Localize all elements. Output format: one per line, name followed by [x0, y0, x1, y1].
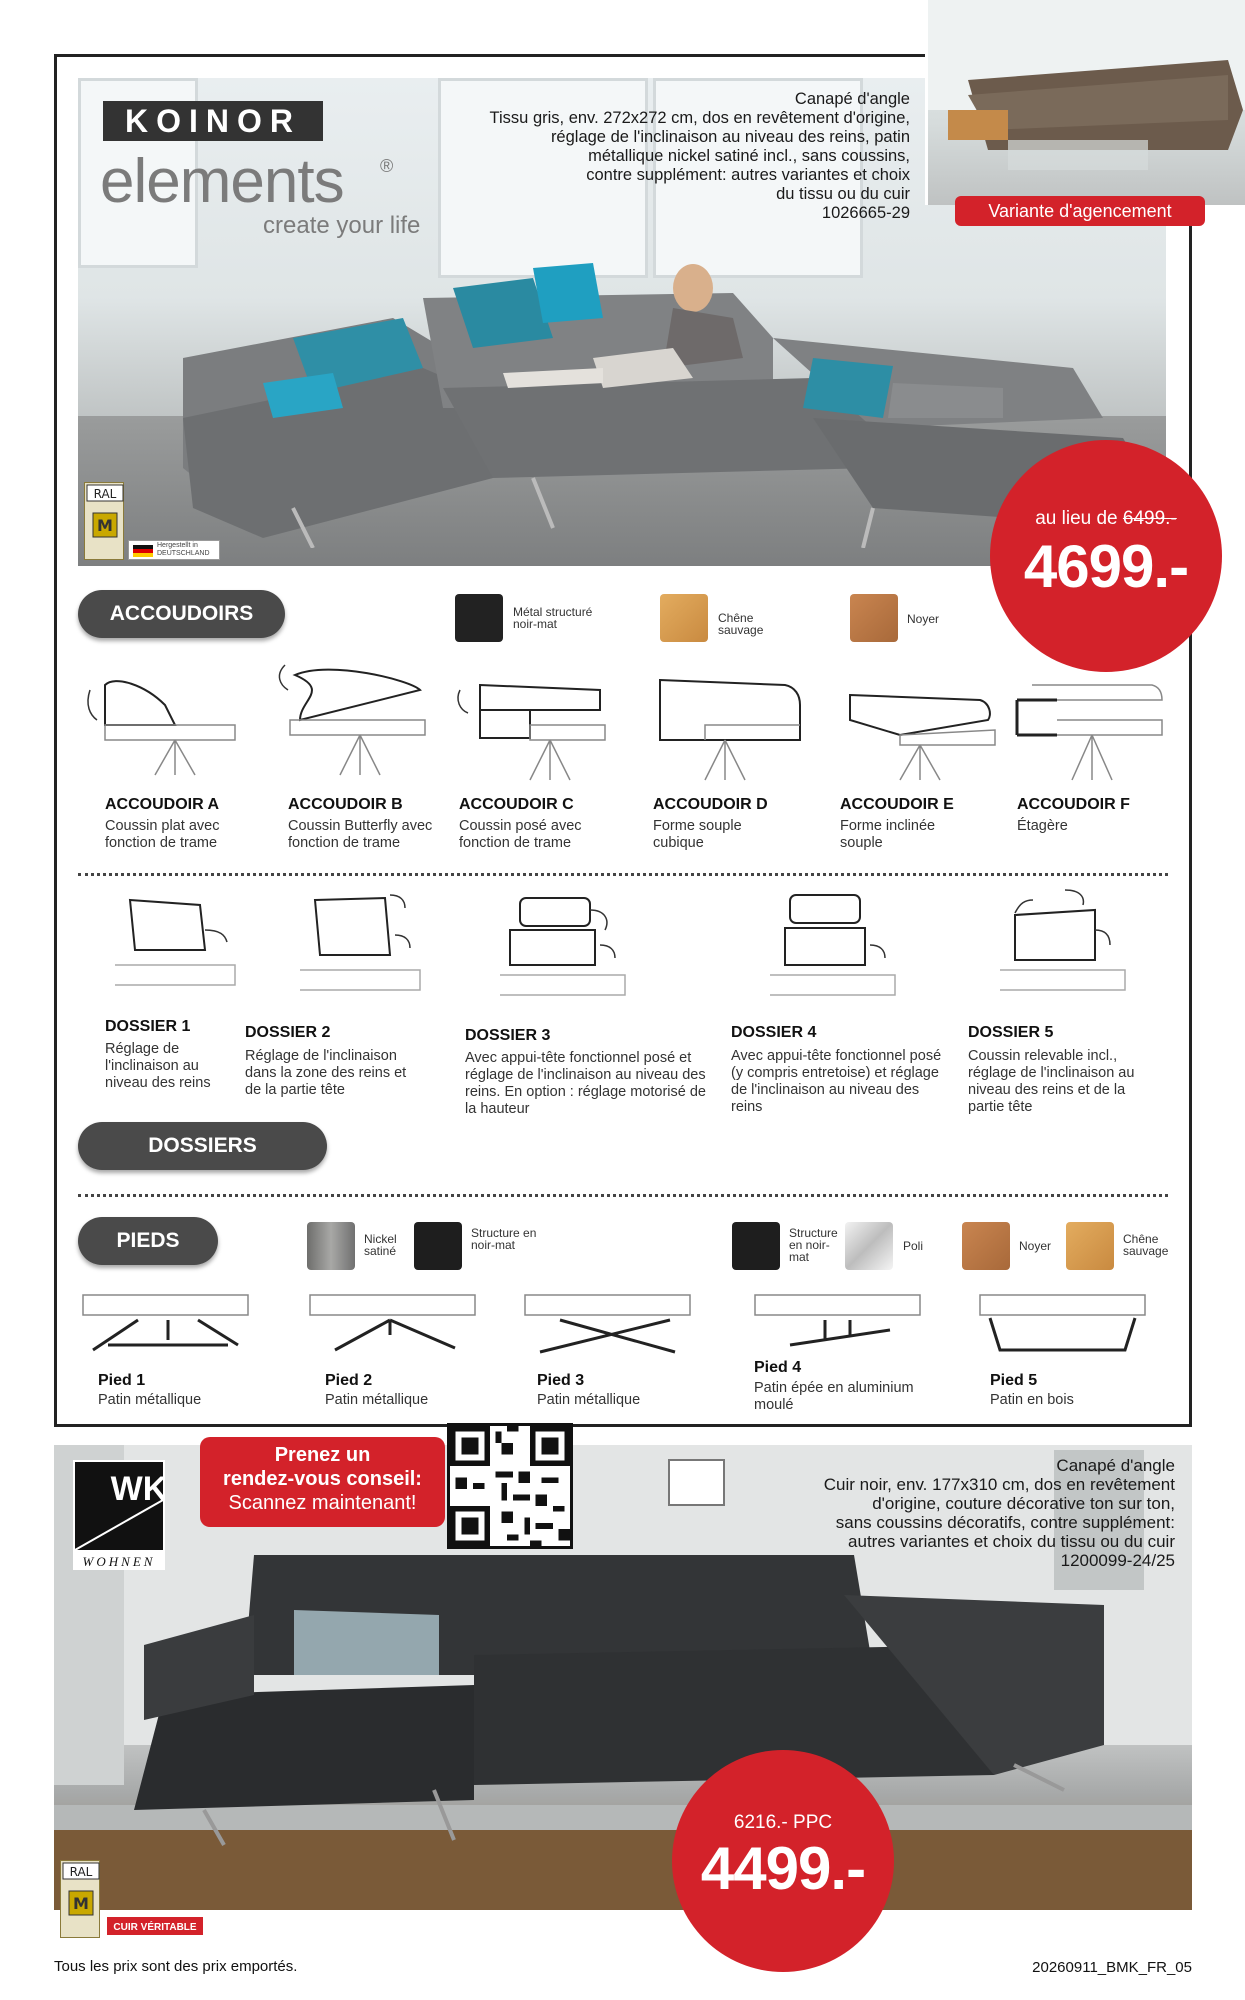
section-divider [78, 873, 1168, 876]
swatch-label: Chêne sauvage [718, 611, 764, 637]
svg-text:M: M [73, 1894, 89, 1913]
footer-price-note: Tous les prix sont des prix emportés. [54, 1958, 298, 1975]
backrest-5-title: DOSSIER 5 [968, 1024, 1054, 1041]
backrest-3-title: DOSSIER 3 [465, 1027, 551, 1044]
armrest-f-title: ACCOUDOIR F [1017, 796, 1130, 813]
backrest-2-drawing [290, 890, 430, 1010]
swatch-label: Structure en noir-mat [789, 1226, 838, 1264]
armrest-d-title: ACCOUDOIR D [653, 796, 768, 813]
armrest-c-desc: Coussin posé avec fonction de trame [459, 818, 582, 851]
foot-1-desc: Patin métallique [98, 1392, 202, 1408]
armrest-f-drawing [1012, 665, 1172, 795]
backrest-4-title: DOSSIER 4 [731, 1024, 817, 1041]
swatch-label: Poli [903, 1239, 924, 1253]
armrests-header: ACCOUDOIRS [78, 590, 285, 638]
germany-flag-icon [133, 545, 153, 557]
foot-2-drawing [305, 1290, 480, 1365]
foot-3-desc: Patin métallique [537, 1392, 641, 1408]
svg-text:RAL: RAL [93, 487, 117, 501]
section-divider [78, 1194, 1168, 1197]
made-in-germany-badge: Hergestellt in DEUTSCHLAND [128, 540, 220, 560]
rrp-price: 6216.- PPC [733, 1812, 833, 1833]
product2-price: 4499.- [700, 1835, 866, 1902]
armrest-b-drawing [270, 660, 430, 790]
armrest-b-desc: Coussin Butterfly avec fonction de trame [288, 818, 433, 851]
ral-quality-seal-icon [84, 482, 124, 560]
swatch-label: Structure en noir-mat [471, 1226, 537, 1252]
foot-1-title: Pied 1 [98, 1372, 146, 1389]
backrest-4-drawing [765, 890, 905, 1010]
feet-header: PIEDS [78, 1217, 218, 1265]
variant-arrangement-badge: Variante d'agencement [955, 196, 1205, 226]
swatch-polished [845, 1222, 893, 1270]
product2-price-badge [672, 1750, 894, 1972]
swatch-oak [660, 594, 708, 642]
qr-code-icon[interactable] [447, 1423, 573, 1549]
backrest-2-desc: Réglage de l'inclinaison dans la zone des reins et de la partie tête [245, 1048, 407, 1098]
foot-5-title: Pied 5 [990, 1372, 1038, 1389]
elements-logo: elements [100, 147, 344, 216]
armrest-f-desc: Étagère [1017, 818, 1068, 834]
swatch-black-matte [732, 1222, 780, 1270]
armrest-e-title: ACCOUDOIR E [840, 796, 954, 813]
backrest-4-desc: Avec appui-tête fonctionnel posé (y compris entretoise) et réglage de l'inclinaison au niveau des reins [731, 1048, 942, 1115]
armrest-a-title: ACCOUDOIR A [105, 796, 220, 813]
old-price-line: au lieu de 6499.- [1035, 508, 1177, 529]
backrest-3-desc: Avec appui-tête fonctionnel posé et réglage de l'inclinaison au niveau des reins. En option : réglage motorisé de la hauteur [465, 1050, 706, 1117]
swatch-walnut [850, 594, 898, 642]
footer-catalog-code: 20260911_BMK_FR_05 [1032, 1959, 1192, 1976]
foot-4-drawing [750, 1290, 925, 1360]
brand-tagline: create your life [263, 212, 421, 239]
svg-text:M: M [97, 516, 113, 535]
svg-text:RAL: RAL [69, 1865, 93, 1879]
backrests-header: DOSSIERS [78, 1122, 327, 1170]
backrest-1-drawing [105, 890, 245, 1010]
armrest-c-title: ACCOUDOIR C [459, 796, 574, 813]
foot-4-desc: Patin épée en aluminium moulé [754, 1380, 914, 1413]
armrest-d-drawing [645, 665, 805, 795]
variant-arrangement-photo [925, 0, 1245, 205]
swatch-metal-black [455, 594, 503, 642]
product1-description: Canapé d'angle Tissu gris, env. 272x272 cm, dos en revêtement d'origine, réglage de l'inclinaison au niveau des reins, patin métallique nickel satiné incl., sans coussins, contre supplément: autres variantes et choix du tissu ou du cuir 1026665-29 [489, 90, 910, 222]
foot-3-drawing [520, 1290, 695, 1365]
registered-mark: ® [380, 156, 394, 176]
backrest-1-title: DOSSIER 1 [105, 1018, 191, 1035]
backrest-5-drawing [995, 885, 1135, 1010]
ral-quality-seal-icon [60, 1860, 100, 1938]
swatch-oak [1066, 1222, 1114, 1270]
swatch-label: Chêne sauvage [1123, 1232, 1169, 1258]
product1-price-badge [990, 440, 1222, 672]
product1-price: 4699.- [1023, 533, 1189, 600]
foot-4-title: Pied 4 [754, 1359, 802, 1376]
swatch-label: Noyer [1019, 1239, 1052, 1253]
backrest-3-drawing [495, 890, 635, 1010]
svg-text:WOHNEN: WOHNEN [82, 1554, 156, 1569]
koinor-logo: KOINOR [103, 101, 323, 141]
backrest-1-desc: Réglage de l'inclinaison au niveau des reins [105, 1041, 211, 1091]
foot-3-title: Pied 3 [537, 1372, 585, 1389]
armrest-a-desc: Coussin plat avec fonction de trame [105, 818, 220, 851]
svg-text:WK: WK [110, 1470, 165, 1508]
armrest-d-desc: Forme souple cubique [653, 818, 742, 851]
foot-5-drawing [975, 1290, 1150, 1365]
swatch-walnut [962, 1222, 1010, 1270]
product2-description: Canapé d'angle Cuir noir, env. 177x310 cm, dos en revêtement d'origine, couture décorative ton sur ton, sans coussins décoratifs, contre supplément: autres variantes et choix du tissu ou du cuir 1200099-24/25 [823, 1456, 1175, 1570]
backrest-5-desc: Coussin relevable incl., réglage de l'inclinaison au niveau des reins et de la partie tête [968, 1048, 1135, 1115]
armrest-e-drawing [840, 665, 1000, 795]
swatch-black-matte [414, 1222, 462, 1270]
wk-wohnen-logo [73, 1460, 165, 1570]
backrest-2-title: DOSSIER 2 [245, 1024, 331, 1041]
armrest-a-drawing [85, 665, 245, 795]
swatch-label: Métal structuré noir-mat [513, 605, 593, 631]
consultation-cta[interactable]: Prenez un rendez-vous conseil: Scannez maintenant! [200, 1437, 445, 1527]
genuine-leather-badge: CUIR VÉRITABLE [105, 1915, 205, 1937]
foot-2-title: Pied 2 [325, 1372, 373, 1389]
armrest-c-drawing [450, 665, 610, 795]
foot-2-desc: Patin métallique [325, 1392, 429, 1408]
foot-5-desc: Patin en bois [990, 1392, 1074, 1408]
armrest-b-title: ACCOUDOIR B [288, 796, 403, 813]
swatch-label: Nickel satiné [364, 1232, 397, 1258]
swatch-nickel [307, 1222, 355, 1270]
swatch-label: Noyer [907, 612, 940, 626]
foot-1-drawing [78, 1290, 253, 1365]
armrest-e-desc: Forme inclinée souple [840, 818, 936, 851]
